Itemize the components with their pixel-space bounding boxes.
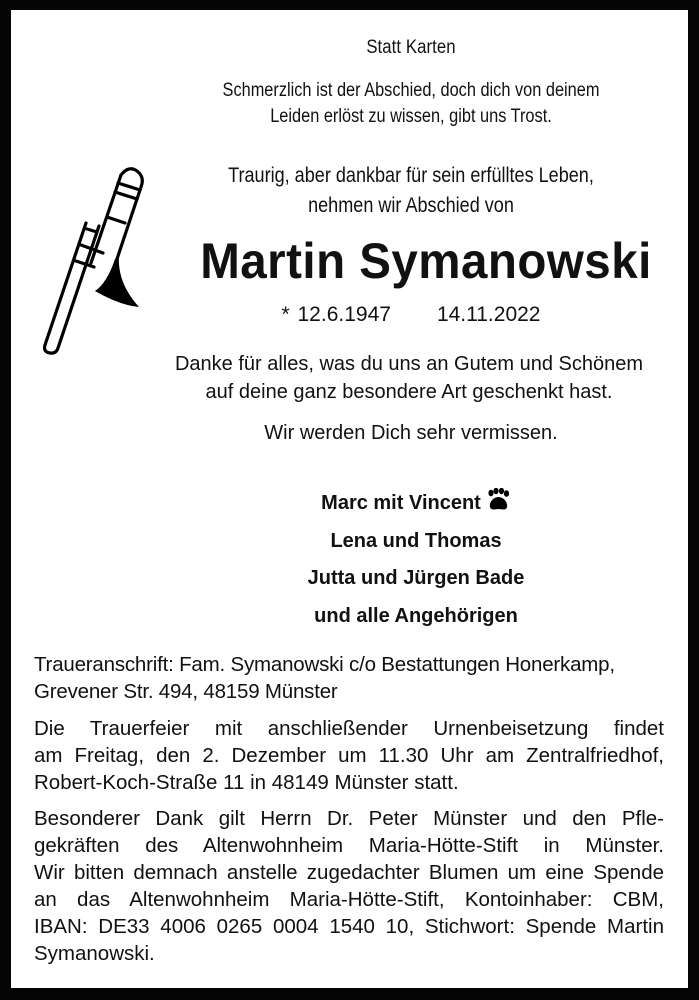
trombone-icon <box>29 155 149 355</box>
motto-line: Schmerzlich ist der Abschied, doch dich von deinem <box>222 80 600 101</box>
ceremony-line: Robert-Koch-Straße 11 in 48149 Münster statt. <box>34 771 459 794</box>
miss-text: Wir werden Dich sehr vermissen. <box>264 422 558 444</box>
thanks-line: auf deine ganz besondere Art geschenkt hast. <box>205 381 613 403</box>
birth-date: * 12.6.1947 <box>281 303 391 326</box>
gratitude-line: Besonderer Dank gilt Herrn Dr. Peter Münster und den Pfle- <box>34 807 664 830</box>
thanks-text <box>159 350 659 406</box>
death-date: 14.11.2022 <box>436 303 541 326</box>
family-member: und alle Angehörigen <box>314 604 518 627</box>
ceremony-line: Die Trauerfeier mit anschließender Urnenbeisetzung findet <box>34 717 664 740</box>
family-list <box>166 485 666 635</box>
mourning-address <box>34 651 664 705</box>
gratitude-line: Wir bitten demnach anstelle zugedachter Blumen um eine Spende <box>34 861 664 884</box>
deceased-name: Martin Symanowski <box>200 233 652 289</box>
intro-text <box>196 161 626 221</box>
family-member: Lena und Thomas <box>330 529 502 552</box>
life-dates <box>161 303 661 327</box>
gratitude-line: IBAN: DE33 4006 0265 0004 1540 10, Stichwort: Spende Martin <box>34 915 664 938</box>
intro-line: nehmen wir Abschied von <box>308 194 514 217</box>
gratitude-line: Symanowski. <box>34 942 155 965</box>
address-line: Grevener Str. 494, 48159 Münster <box>34 680 338 703</box>
family-member: Marc mit Vincent <box>166 485 666 523</box>
obituary-page <box>11 10 688 988</box>
gratitude-line: an das Altenwohnheim Maria-Hötte-Stift, Kontoinhaber: CBM, <box>34 888 664 911</box>
motto-text <box>196 78 626 130</box>
gratitude-notice <box>34 805 664 967</box>
thanks-line: Danke für alles, was du uns an Gutem und Schönem <box>174 353 644 375</box>
paw-icon <box>485 488 511 512</box>
motto-line: Leiden erlöst zu wissen, gibt uns Trost. <box>270 106 552 127</box>
statt-karten-label: Statt Karten <box>366 37 456 58</box>
ceremony-line: am Freitag, den 2. Dezember um 11.30 Uhr am Zentralfriedhof, <box>34 744 664 767</box>
gratitude-line: gekräften des Altenwohnheim Maria-Hötte-Stift in Münster. <box>34 834 664 857</box>
intro-line: Traurig, aber dankbar für sein erfülltes Leben, <box>228 164 594 187</box>
family-member: Jutta und Jürgen Bade <box>307 567 525 589</box>
ceremony-notice <box>34 715 664 796</box>
address-line: Traueranschrift: Fam. Symanowski c/o Bestattungen Honerkamp, <box>34 653 615 676</box>
